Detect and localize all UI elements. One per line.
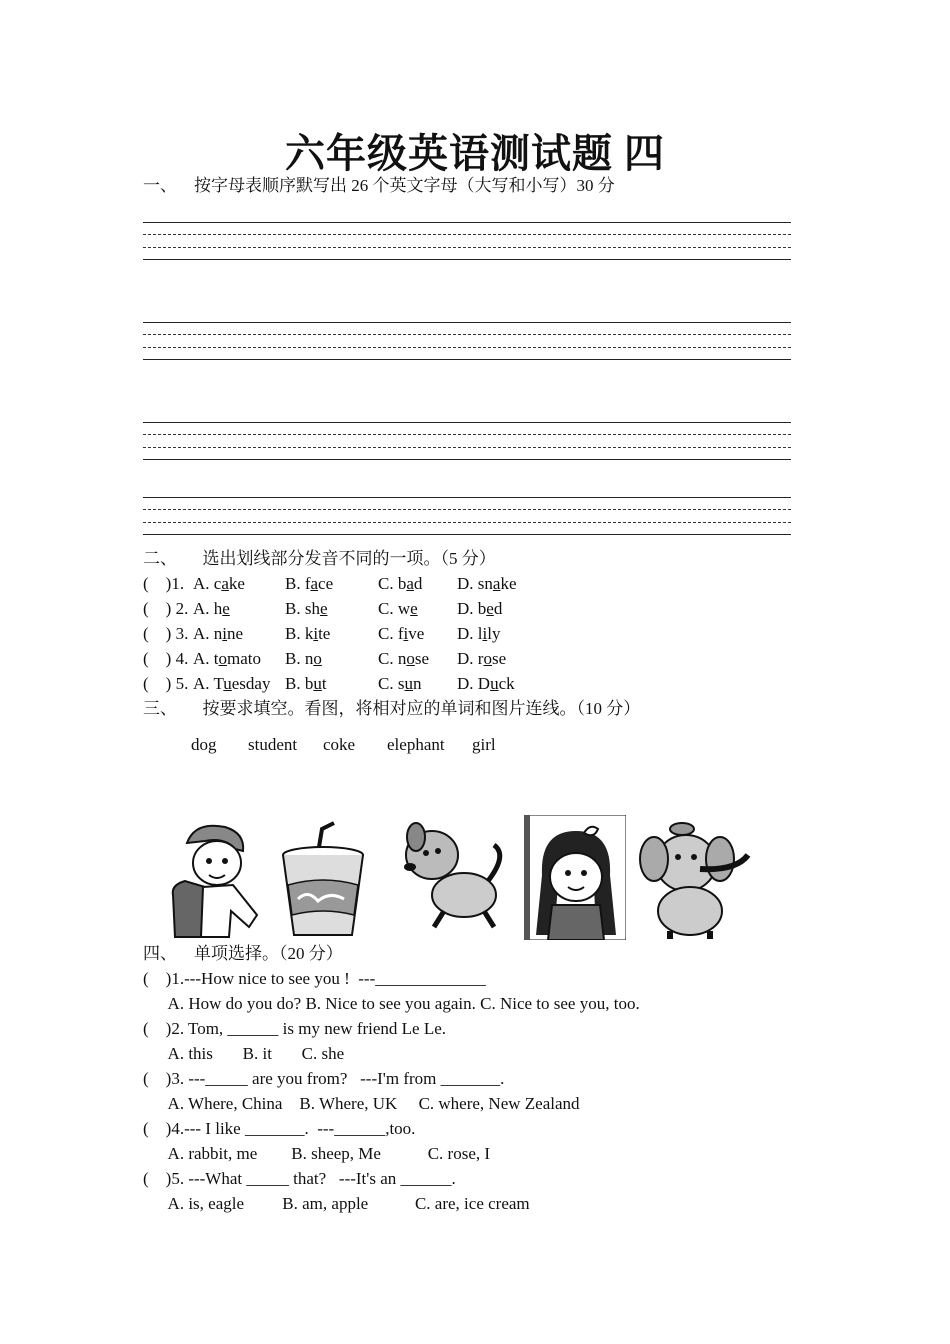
section-4-heading: 四、 单项选择。（20 分） <box>143 944 343 963</box>
girl-picture <box>524 815 626 940</box>
word-girl: girl <box>472 735 496 754</box>
word-dog: dog <box>191 735 217 754</box>
underlined-letter: e <box>410 599 418 618</box>
word-student: student <box>248 735 298 754</box>
underlined-letter: o <box>218 649 227 668</box>
section-3-heading: 三、 按要求填空。看图，将相对应的单词和图片连线。（10 分） <box>143 699 641 718</box>
underlined-letter: a <box>406 574 414 593</box>
underlined-letter: u <box>490 674 499 693</box>
underlined-letter: e <box>486 599 494 618</box>
option-b: B. she <box>285 599 328 618</box>
section-2-heading: 二、 选出划线部分发音不同的一项。（5 分） <box>143 549 496 568</box>
question-line: ( )2. Tom, ______ is my new friend Le Le. <box>143 1019 447 1038</box>
answer-options-line: A. Where, China B. Where, UK C. where, New Zealand <box>143 1094 580 1113</box>
underlined-letter: u <box>313 674 322 693</box>
underlined-letter: i <box>313 624 319 643</box>
underlined-letter: e <box>222 599 230 618</box>
page-title: 六年级英语测试题 四 <box>285 131 665 176</box>
question-number: ( ) 4. <box>143 649 189 668</box>
option-c: C. five <box>378 624 425 643</box>
writing-lines-2 <box>143 322 791 362</box>
writing-lines-4 <box>143 497 791 537</box>
question-line: ( )4.--- I like _______. ---______,too. <box>143 1119 416 1138</box>
question-number: ( ) 2. <box>143 599 189 618</box>
underlined-letter: a <box>310 574 319 593</box>
underlined-letter: i <box>482 624 488 643</box>
option-d: D. snake <box>457 574 517 593</box>
question-line: ( )5. ---What _____ that? ---It's an ______. <box>143 1169 456 1188</box>
underlined-letter: a <box>492 574 501 593</box>
option-c: C. bad <box>378 574 423 593</box>
question-line: ( )1.---How nice to see you ! ---_____________ <box>143 969 486 988</box>
option-d: D. lily <box>457 624 501 643</box>
option-b: B. kite <box>285 624 331 643</box>
underlined-letter: u <box>404 674 413 693</box>
underlined-letter: o <box>406 649 415 668</box>
option-c: C. sun <box>378 674 422 693</box>
underlined-letter: o <box>313 649 322 668</box>
question-line: ( )3. ---_____ are you from? ---I'm from _______. <box>143 1069 505 1088</box>
option-d: D. bed <box>457 599 503 618</box>
word-elephant: elephant <box>387 735 445 754</box>
writing-lines-3 <box>143 422 791 462</box>
coke-picture <box>278 815 368 940</box>
question-number: ( )1. <box>143 574 185 593</box>
answer-options-line: A. rabbit, me B. sheep, Me C. rose, I <box>143 1144 491 1163</box>
answer-options-line: A. How do you do? B. Nice to see you again. C. Nice to see you, too. <box>143 994 640 1013</box>
underlined-letter: i <box>403 624 409 643</box>
dog-picture <box>398 815 513 940</box>
underlined-letter: e <box>319 599 328 618</box>
option-c: C. we <box>378 599 418 618</box>
option-a: A. tomato <box>193 649 261 668</box>
writing-lines-1 <box>143 222 791 262</box>
option-d: D. rose <box>457 649 507 668</box>
student-picture <box>165 815 265 940</box>
option-a: A. Tuesday <box>193 674 271 693</box>
word-coke: coke <box>323 735 356 754</box>
underlined-letter: u <box>223 674 232 693</box>
underlined-letter: a <box>221 574 229 593</box>
elephant-picture <box>636 815 758 940</box>
option-a: A. he <box>193 599 230 618</box>
underlined-letter: i <box>222 624 228 643</box>
option-b: B. face <box>285 574 334 593</box>
answer-options-line: A. is, eagle B. am, apple C. are, ice cream <box>143 1194 530 1213</box>
section-1-heading: 一、 按字母表顺序默写出 26 个英文字母（大写和小写）30 分 <box>143 176 615 195</box>
option-d: D. Duck <box>457 674 515 693</box>
underlined-letter: o <box>483 649 492 668</box>
question-number: ( ) 5. <box>143 674 189 693</box>
question-number: ( ) 3. <box>143 624 189 643</box>
option-c: C. nose <box>378 649 430 668</box>
answer-options-line: A. this B. it C. she <box>143 1044 345 1063</box>
option-a: A. nine <box>193 624 244 643</box>
option-b: B. no <box>285 649 322 668</box>
option-b: B. but <box>285 674 327 693</box>
option-a: A. cake <box>193 574 245 593</box>
